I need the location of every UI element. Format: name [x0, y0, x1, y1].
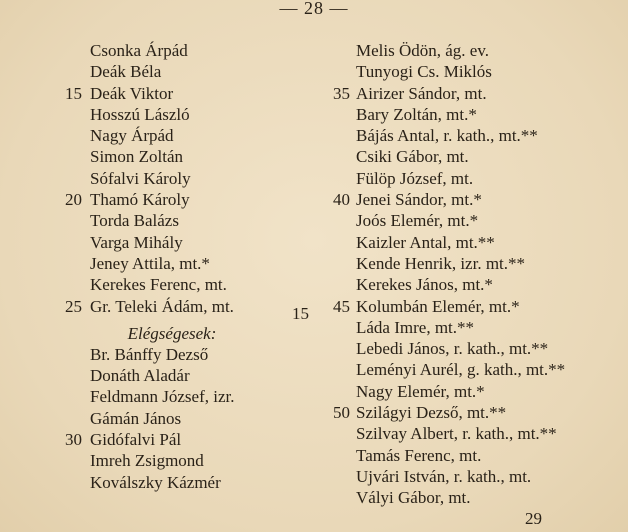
list-item: [52, 83, 292, 104]
entry-name: Gámán János: [90, 408, 182, 428]
section-heading: Elégségesek:: [127, 323, 217, 343]
entry-name: Joós Elemér, mt.*: [356, 211, 479, 231]
entry-number: 35: [333, 83, 350, 103]
list-item: [320, 338, 620, 359]
list-item: [52, 408, 292, 429]
entry-name: Vályi Gábor, mt.: [356, 488, 471, 508]
entry-name: Kolumbán Elemér, mt.*: [356, 296, 520, 316]
margin-count: 15: [292, 304, 309, 323]
list-item: [52, 168, 292, 189]
entry-name: Jeney Attila, mt.*: [90, 253, 210, 273]
right-column: [320, 40, 620, 509]
list-item: [320, 146, 620, 167]
list-item: [320, 402, 620, 423]
folio-number: 29: [525, 509, 542, 528]
list-item: [52, 429, 292, 450]
entry-name: Lebedi János, r. kath., mt.**: [356, 339, 549, 359]
entry-number: 30: [65, 430, 82, 450]
list-item: [52, 344, 292, 365]
entry-name: Melis Ödön, ág. ev.: [356, 41, 489, 60]
list-item: [320, 466, 620, 487]
entry-name: Tamás Ferenc, mt.: [356, 445, 482, 465]
list-item: [320, 83, 620, 104]
entry-name: Nagy Elemér, mt.*: [356, 381, 485, 401]
entry-name: Bájás Antal, r. kath., mt.**: [356, 126, 538, 146]
entry-name: Airizer Sándor, mt.: [356, 83, 487, 103]
entry-name: Hosszú László: [90, 104, 190, 124]
entry-name: Szilvay Albert, r. kath., mt.**: [356, 424, 557, 444]
entry-name: Sófalvi Károly: [90, 168, 191, 188]
entry-name: Kaizler Antal, mt.**: [356, 232, 495, 252]
entry-name: Láda Imre, mt.**: [356, 317, 475, 337]
entry-name: Tunyogi Cs. Miklós: [356, 62, 492, 82]
entry-name: Deák Béla: [90, 62, 162, 82]
list-item: [320, 40, 620, 61]
entry-name: Gr. Teleki Ádám, mt.: [90, 296, 234, 316]
list-item: [320, 359, 620, 380]
list-item: [320, 168, 620, 189]
entry-number: 15: [65, 83, 82, 103]
entry-name: Varga Mihály: [90, 232, 183, 252]
page-number: — 28 —: [279, 0, 349, 18]
list-item: [320, 274, 620, 295]
left-column: [52, 40, 292, 493]
entry-number: 50: [333, 403, 350, 423]
entry-name: Torda Balázs: [90, 211, 179, 231]
list-item: [320, 210, 620, 231]
list-item: [320, 104, 620, 125]
entry-name: Gidófalvi Pál: [90, 430, 182, 450]
list-item: [52, 146, 292, 167]
list-item: [320, 253, 620, 274]
list-item: [52, 472, 292, 493]
list-item: [52, 40, 292, 61]
list-item: [52, 386, 292, 407]
list-item: [52, 253, 292, 274]
entry-name: Br. Bánffy Dezső: [90, 344, 209, 364]
list-item: [52, 296, 292, 317]
entry-name: Jenei Sándor, mt.*: [356, 190, 482, 210]
entry-number: 20: [65, 190, 82, 210]
left-list-bottom: [52, 344, 292, 493]
entry-number: 45: [333, 296, 350, 316]
entry-name: Koválszky Kázmér: [90, 472, 221, 492]
list-item: [320, 487, 620, 508]
entry-name: Ujvári István, r. kath., mt.: [356, 466, 532, 486]
list-item: [52, 450, 292, 471]
list-item: [320, 296, 620, 317]
list-item: [52, 232, 292, 253]
entry-name: Csonka Árpád: [90, 41, 188, 60]
entry-name: Deák Viktor: [90, 83, 174, 103]
entry-name: Kerekes János, mt.*: [356, 275, 493, 295]
list-item: [320, 61, 620, 82]
entry-name: Bary Zoltán, mt.*: [356, 104, 477, 124]
entry-name: Kende Henrik, izr. mt.**: [356, 253, 526, 273]
list-item: [320, 423, 620, 444]
entry-name: Szilágyi Dezső, mt.**: [356, 403, 507, 423]
entry-number: 40: [333, 190, 350, 210]
list-item: [52, 125, 292, 146]
list-item: [320, 125, 620, 146]
list-item: [52, 210, 292, 231]
list-item: [320, 317, 620, 338]
list-item: [52, 104, 292, 125]
entry-name: Imreh Zsigmond: [90, 451, 204, 471]
left-list-top: [52, 40, 292, 317]
list-item: [320, 381, 620, 402]
list-item: [52, 274, 292, 295]
entry-name: Simon Zoltán: [90, 147, 184, 167]
entry-name: Csiki Gábor, mt.: [356, 147, 469, 167]
entry-name: Leményi Aurél, g. kath., mt.**: [356, 360, 566, 380]
entry-name: Nagy Árpád: [90, 126, 174, 146]
entry-name: Donáth Aladár: [90, 366, 190, 386]
list-item: [52, 365, 292, 386]
entry-name: Kerekes Ferenc, mt.: [90, 275, 227, 295]
list-item: [320, 189, 620, 210]
list-item: [52, 61, 292, 82]
list-item: [320, 445, 620, 466]
entry-number: 25: [65, 296, 82, 316]
list-item: [52, 189, 292, 210]
entry-name: Thamó Károly: [90, 190, 190, 210]
entry-name: Fülöp József, mt.: [356, 168, 474, 188]
list-item: [320, 232, 620, 253]
entry-name: Feldmann József, izr.: [90, 387, 235, 407]
